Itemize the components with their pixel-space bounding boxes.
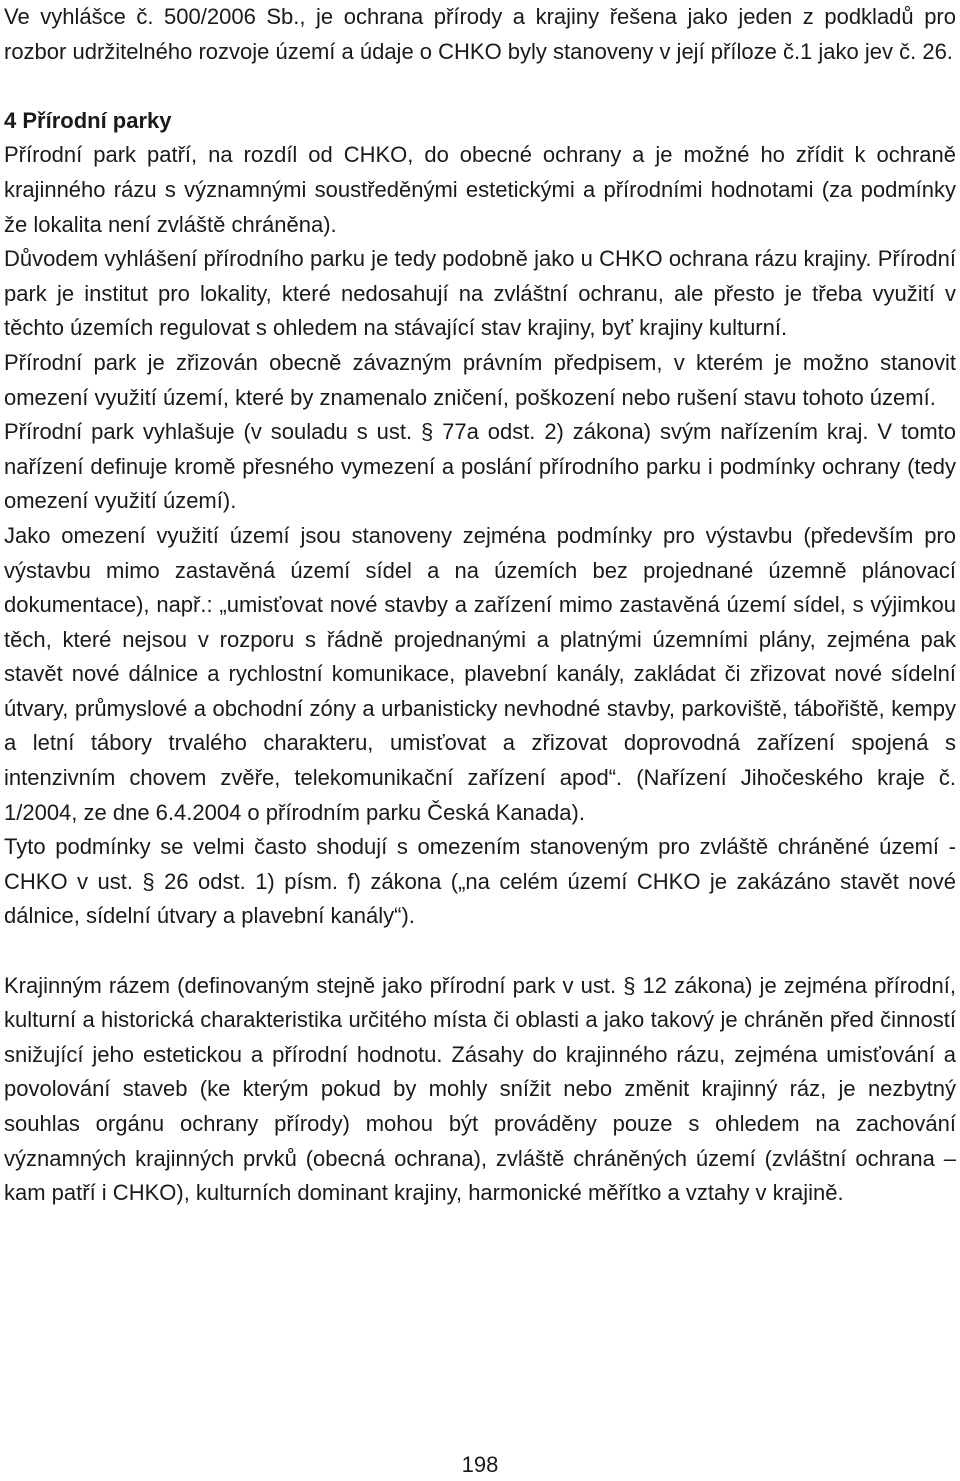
page-number: 198 [461,1452,499,1477]
intro-paragraph: Ve vyhlášce č. 500/2006 Sb., je ochrana přírody a krajiny řešena jako jeden z podkladů pro rozbor udržitelného rozvoje území a údaje o CHKO byly stanoveny v její příloze č.1 jako jev č. 26. [4,4,956,64]
paragraph-reason: Důvodem vyhlášení přírodního parku je tedy podobně jako u CHKO ochrana rázu krajiny. Přírodní park je institut pro lokality, které nedosahují na zvláštní ochranu, ale přesto je třeba využití v těchto územích regulovat s ohledem na stávající stav krajiny, byť krajiny kulturní. [4,246,956,341]
paragraph-restrictions: Jako omezení využití území jsou stanoveny zejména podmínky pro výstavbu (především pro výstavbu mimo zastavěná území sídel a na územích bez projednané územně plánovací dokumentace), např.: „umisťovat nové stavby a zařízení mimo zastavěná území sídel, s výjimkou těch, které nejsou v rozporu s řádně projednanými a platnými územními plány, zejména pak stavět nové dálnice a rychlostní komunikace, plavební kanály, zakládat či zřizovat nové sídelní útvary, průmyslové a obchodní zóny a urbanisticky nevhodné stavby, parkoviště, tábořiště, kempy a letní tábory trvalého charakteru, umisťovat a zřizovat doprovodná zařízení spojená s intenzivním chovem zvěře, telekomunikační zařízení apod“. (Nařízení Jihočeského kraje č. 1/2004, ze dne 6.4.2004 o přírodním parku Česká Kanada). [4,522,956,825]
paragraph-landscape-character: Krajinným rázem (definovaným stejně jako přírodní park v ust. § 12 zákona) je zejména přírodní, kulturní a historická charakteristika určitého místa či oblasti a jako takový je chráněn před činností snižující jeho estetickou a přírodní hodnotu. Zásahy do krajinného rázu, zejména umisťování a povolování staveb (ke kterým pokud by mohly snížit nebo změnit krajinný ráz, je nezbytný souhlas orgánu ochrany přírody) mohou být prováděny pouze s ohledem na zachování významných krajinných prvků (obecná ochrana), zvláště chráněných území (zvláštní ochrana – kam patří i CHKO), kulturních dominant krajiny, harmonické měřítko a vztahy v krajině. [4,972,956,1206]
document-body [4,0,956,1211]
paragraph-definition: Přírodní park patří, na rozdíl od CHKO, do obecné ochrany a je možné ho zřídit k ochraně krajinného rázu s významnými soustředěnými estetickými a přírodními hodnotami (za podmínky že lokalita není zvláště chráněna). [4,142,956,237]
paragraph-establishment: Přírodní park je zřizován obecně závazným právním předpisem, v kterém je možno stanovit omezení využití území, které by znamenalo zničení, poškození nebo rušení stavu tohoto území. [4,349,956,410]
paragraph-conditions: Tyto podmínky se velmi často shodují s omezením stanoveným pro zvláště chráněné území - CHKO v ust. § 26 odst. 1) písm. f) zákona („na celém území CHKO je zakázáno stavět nové dálnice, sídelní útvary a plavební kanály“). [4,834,956,929]
paragraph-declaration: Přírodní park vyhlašuje (v souladu s ust. § 77a odst. 2) zákona) svým nařízením kraj. V tomto nařízení definuje kromě přesného vymezení a poslání přírodního parku i podmínky ochrany (tedy omezení využití území). [4,419,956,514]
section-heading: 4 Přírodní parky [4,107,172,133]
